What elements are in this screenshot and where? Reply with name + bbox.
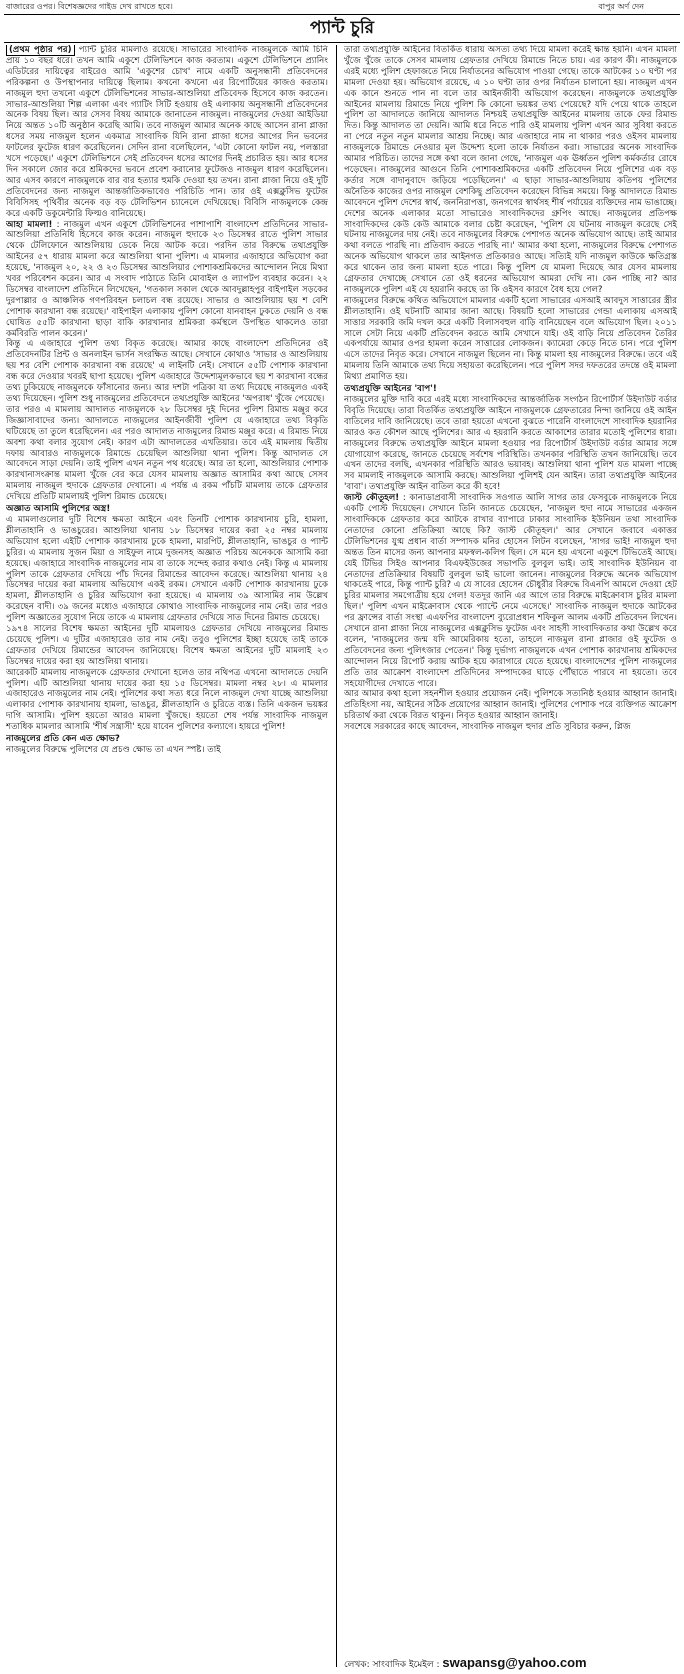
section-heading: অজ্ঞাত আসামি পুলিশের অস্ত্র!: [6, 504, 111, 515]
author-footer: [344, 1655, 677, 1671]
paragraph: [344, 493, 677, 689]
paragraph: সবশেষে সরকারের কাছে আবেদন, সাংবাদিক নাজমুল হুদার প্রতি সুবিচার করুন, প্লিজ: [344, 722, 631, 733]
section-heading: আহা মামলা!: [6, 219, 53, 230]
paragraph: আরেকটি মামলায় নাজমুলকে গ্রেফতার দেখানো হলেও তার নথিপত্র এখনো আদালতে দেয়নি পুলিশ। এটি আশুলিয়া থানায় দায়ের করা হয় ১৫ ডিসেম্বর। মামলা নম্বর ২৮। এ মামলার এজাহারেও নাজমুলের নাম নেই। পুলিশের কথা সত্য ধরে নিলে নাজমুল দেখা যাচ্ছে আশুলিয়া এলাকার পোশাক কারখানায় হামলা, ভাঙচুর, শ্লীলতাহানি ও চুরিতে ব্যস্ত। তিনি একজন ভয়ঙ্কর দাগি আসামি। পুলিশ হয়তো আরও মামলা খুঁজছে। হয়তো শেষ পর্যন্ত সাংবাদিক নাজমুল শতাধিক মামলার আসামি 'শীর্ষ সন্ত্রাসী' হয়ে যাবেন পুলিশের কল্যাণে। হায়রে পুলিশ!: [6, 667, 328, 733]
paragraph-text: : নাজমুল এখন একুশে টেলিভিশনের পাশাপাশি বাংলাদেশ প্রতিদিনের সাভার-আশুলিয়া প্রতিনিধি হিসেবে কাজ করেন। নাজমুল হুদাকে ২৩ ডিসেম্বর রাতে পুলিশ সাভার থেকে টেলিফোনে আশুলিয়ায় ডেকে নিয়ে আটক করে। পরদিন তার বিরুদ্ধে তথ্যপ্রযুক্তি আইনের ৫৭ ধারায় মামলা করে আশুলিয়া থানা পুলিশ। এ মামলার এজাহারে অভিযোগ করা হয়েছে, 'নাজমুল ২০, ২২ ও ২৩ ডিসেম্বর আশুলিয়ার পোশাকশ্রমিকদের আন্দোলন নিয়ে মিথ্যা খবর পরিবেশন করেন। আর এ সংবাদ পাঠাতে তিনি মোবাইল ও ল্যাপটপ ব্যবহার করেন। ২২ ডিসেম্বর বাংলাদেশ প্রতিদিনে লিখেছেন, 'গতকাল সকাল থেকে আবদুল্লাহপুর বাইপাইল সড়কের দুরপাল্লার ও আঞ্চলিক গণপরিবহন চলাচল বন্ধ রয়েছে। সাভার ও আশুলিয়ায় ছয় শ বেশি পোশাক কারখানা বন্ধ রয়েছে।' বাইপাইল এলাকায় পুলিশ কোনো যানবাহন ঢুকতে দেয়নি ও বন্ধ ঘোষিত ৫৫টি কারখানা ছাড়া বাকি কারখানার শ্রমিকরা কর্মস্থলে উপস্থিত থাকলেও তারা কর্মবিরতি পালন করেন।': [6, 219, 328, 339]
paragraph-text: : কানাডাপ্রবাসী সাংবাদিক সওগাত আলি সাগর তার ফেসবুকে নাজমুলকে নিয়ে একটি পোস্ট দিয়েছেন। সেখানে তিনি জানতে চেয়েছেন, 'নাজমুল হুদা নামে সাভারের একজন সাংবাদিককে গ্রেফতার করে আটকে রাখার ব্যাপারে ঢাকার সাংবাদিক ইউনিয়ন তথা সাংবাদিক নেতাদের কোনো প্রতিক্রিয়া আছে কি? জাস্ট কৌতূহল।' আর সেখানে জবাবে একাত্তর টেলিভিশনের যুগ্ম প্রধান বার্তা সম্পাদক মনির হোসেন লিটন বলেছেন, 'সাগর ভাই! নাজমুল হুদা অন্তত তিন মাসের জন্য আপনার মফস্বল-কলিগ ছিল। সে মনে হয় এখনো একুশে টিভিতেই আছে। যেই টিভির সিইও আপনার বিএফইউজের সভাপতি বুলবুল ভাই। তাই সাংবাদিক ইউনিয়ন বা নেতাদের প্রতিক্রিয়ার বিষয়টি বুলবুল ভাই ভালো জানেন। নাজমুলের বিরুদ্ধে অনেক অভিযোগ থাকতেই পারে, কিন্তু প্যান্ট চুরি? এ যে সাবের হোসেন চৌধুরীর বিরুদ্ধে বিএনপি আমলে দেওয়া হেট চুরির মামলার সমগোত্রীয় হয়ে গেল! যতদূর জানি এর আগে তার বিরুদ্ধে মাইক্রোবাস চুরির মামলা ছিল।' পুলিশ এখন মাইক্রোবাস থেকে প্যান্টে নেমে এসেছে।' সাংবাদিক নাজমুল হুদাকে আটকের পর ফ্রান্সের বার্তা সংস্থা এএফপির বাংলাদেশ ব্যুরোপ্রধান শফিকুল আলম একটি প্রতিবেদন লিখেন। সেখানে রানা প্লাজা নিয়ে নাজমুলের এক্সক্লুসিভ ফুটেজ এবং সাহসী সাংবাদিকতার কথা উল্লেখ করে বলেন, 'নাজমুলের জন্ম যদি আমেরিকায় হতো, তাহলে নাজমুল রানা প্লাজার ওই ফুটেজ ও প্রতিবেদনের জন্য পুলিৎজার পেতেন।' কিন্তু দুর্ভাগ্য নাজমুলকে এখন পোশাক কারখানায় শ্রমিকদের আন্দোলন নিয়ে রিপোর্ট করায় আটক হয়ে কারাগারে যেতে হয়েছে। বাংলাদেশের পুলিশ নাজমুলের প্রতি তার আক্রোশ বাংলাদেশ প্রতিদিনের সম্পাদকের ঘাড়ে পৌঁছাতে পারবে না হয়তো। তবে সহযোগীদের দেখাতে পারে।: [344, 493, 677, 689]
paragraph: তারা তথ্যপ্রযুক্তি আইনের বিতর্কিত ধারায় অসত্য তথ্য দিয়ে মামলা করেই ক্ষান্ত হয়নি। এখন মামলা খুঁজে খুঁজে তাকে সেসব মামলায় গ্রেফতার দেখিয়ে রিমান্ডে নিতে চায়। এর কারণ কী। নাজমুলকে এরই মধ্যে পুলিশ হেফাজতে নিয়ে নির্যাতনের অভিযোগ পাওয়া গেছে। তাকে আটকের ১০ ঘণ্টা পর মামলা দেওয়া হয়। অভিযোগ রয়েছে, এ ১০ ঘণ্টা তার ওপর নির্যাতন চালানো হয়। নাজমুল এখন এক কানে শুনতে পান না বলে তার আইনজীবী অভিযোগ করেছেন। নাজমুলকে তথ্যপ্রযুক্তি আইনের মামলায় রিমান্ডে নিয়ে পুলিশ কি কোনো ভয়ঙ্কর তথ্য পেয়েছে? যদি পেয়ে থাকে তাহলে পুলিশ তা আদালতে জানিয়ে আদালত নিশ্চয়ই তথ্যপ্রযুক্তি আইনের মামলায় তাকে ফের রিমান্ড দিত। কিন্তু আদালত তা দেয়নি। আমি ধরে নিতে পারি ওই মামলায় পুলিশ এখন আর সুবিধা করতে না পেরে নতুন নতুন মামলার আশ্রয় নিচ্ছে। আর এজাহারে নাম না থাকার পরও ওইসব মামলায় নাজমুলকে রিমান্ডে নেওয়ার মূল উদ্দেশ্য হলো তাকে নির্যাতন করা। সাভারের অনেক সাংবাদিক আমার পরিচিত। তাদের সঙ্গে কথা বলে জানা গেছে, 'নাজমুল এক ঊর্ধ্বতন পুলিশ কর্মকর্তার রোষে পড়েছেন। নাজমুলের আগুনে তিনি পোশাকশ্রমিকদের একটি প্রতিবেদন নিয়ে পুলিশের এক বড় কর্তার সঙ্গে বাদানুবাদে জড়িয়ে পড়েছিলেন।' এ ছাড়া সাভার-আশুলিয়ায় কতিপয় পুলিশের অনৈতিক কাজের ওপর নাজমুল বেশকিছু প্রতিবেদন করেছেন বিভিন্ন সময়ে। কিন্তু আদালতে রিমান্ড আবেদনে পুলিশ দেশের স্বার্থ, জননিরাপত্তা, জনগণের স্বার্থসহ শীর্ষ পর্যায়ের ব্যক্তিদের নাম ভাঙাচ্ছে। দেশের অনেক এলাকার মতো সাভারেও সাংবাদিকদের গ্রুপিং আছে। নাজমুলের প্রতিপক্ষ সাংবাদিকদের কেউ কেউ আমাকে বলার চেষ্টা করেছেন, 'পুলিশ যে ঘটনায় নাজমুল করেছে সেই ঘটনায় নাজমুলের দায় নেই। তবে নাজমুলের বিরুদ্ধে পেশাগত অনেক অভিযোগ আছে। তাই আমার কথা বলতে পারছি না। প্রতিবাদ করতে পারছি না।' আমার কথা হলো, নাজমুলের বিরুদ্ধে পেশাগত অনেক অভিযোগ থাকলে তার আইনগত প্রতিকারও আছে। সত্যিই যদি নাজমুল কাউকে ক্ষতিগ্রস্ত করে থাকেন তার জন্য মামলা হতে পারে। কিন্তু পুলিশ যে মামলা দিয়েছে আর যেসব মামলায় গ্রেফতার দেখাচ্ছে সেখানে তো ওই ধরনের অভিযোগ আমরা দেখি না। কেন পাচ্ছি না? আর নাজমুলকে পুলিশ এই যে হয়রানি করছে তা কি ওইসব কারণে বৈধ হয়ে গেল?: [344, 45, 677, 295]
paragraph: তার পরও এ মামলায় আদালত নাজমুলকে ২৮ ডিসেম্বর দুই দিনের পুলিশ রিমান্ড মঞ্জুর করে জিজ্ঞাসাবাদের জন্য। আদালতে নাজমুলের আইনজীবী পুলিশ যে এজাহারে তথ্য বিকৃতি ঘটিয়েছে তা তুলে ধরেছিলেন। এর পরও আদালত নাজমুলের রিমান্ড মঞ্জুর করে। এ রিমান্ড নিয়ে অবশ্য কথা বলার সুযোগ নেই। কারণ এটা আদালতের এখতিয়ার। তবে এই মামলায় দ্বিতীয় দফায় আবারও নাজমুলকে রিমান্ডে চেয়েছিল আশুলিয়া থানা পুলিশ। কিন্তু আদালত সে আবেদনে সাড়া দেয়নি। তাই পুলিশ এখন নতুন পথ ধরেছে। আর তা হলো, আশুলিয়ার পোশাক কারখানাসংক্রান্ত মামলা খুঁজে বের করে যেসব মামলায় অজ্ঞাত আসামির কথা আছে সেসব মামলায় নাজমুল হুদাকে গ্রেফতার দেখানো। এ পর্যন্ত এ রকম পাঁচটি মামলায় তাকে গ্রেফতার দেখিয়ে প্রতিটি মামলায়ই পুলিশ রিমান্ড চেয়েছে।: [6, 404, 328, 503]
author-label: লেখক: সাংবাদিক ইমেইল :: [344, 1660, 440, 1670]
continued-from-marker: (প্রথম পৃষ্ঠার পর): [6, 45, 75, 56]
left-column: [6, 45, 328, 1653]
paragraph: কিন্তু এ এজাহারে পুলিশ তথ্য বিকৃত করেছে। আমার কাছে বাংলাদেশ প্রতিদিনের ওই প্রতিবেদনটির প্রিন্ট ও অনলাইন ভার্সন সংরক্ষিত আছে। সেখানে কোথাও 'সাভার ও আশুলিয়ায় ছয় শর বেশি পোশাক কারখানা বন্ধ রয়েছে' এ লাইনটি নেই। সেখানে ৫৫টি পোশাক কারখানা বন্ধ করে দেওয়ার খবরই ছাপা হয়েছে। পুলিশ এজাহারে উদ্দেশ্যমূলকভাবে ছয় শ কারখানা বন্ধের তথ্য ঢুকিয়েছে নাজমুলকে ফাঁসানোর জন্য। আর দশটা পত্রিকা যা তথ্য দিয়েছে নাজমুলও একই তথ্য দিয়েছেন। পুলিশ শুধু নাজমুলের প্রতিবেদনে তথ্যপ্রযুক্তি আইনের 'অপরাধ' খুঁজে পেয়েছে।: [6, 339, 328, 404]
section-heading: জাস্ট কৌতূহল!: [344, 493, 400, 504]
paragraph: আর আমার কথা হলো সহনশীল হওয়ার প্রয়োজন নেই। পুলিশকে সত্যনিষ্ঠ হওয়ার আহ্বান জানাই। প্রতিহিংসা নয়, আইনের সঠিক প্রয়োগের আহ্বান জানাই। পুলিশের পোশাক পরে ব্যক্তিগত আক্রোশ চরিতার্থ করা থেকে বিরত থাকুন। নিবৃত হওয়ার আহ্বান জানাই।: [344, 689, 677, 722]
right-column: [344, 45, 677, 1653]
paragraph: ১৯৭৪ সালের বিশেষ ক্ষমতা আইনের দুটি মামলায়ও গ্রেফতার দেখিয়ে নাজমুলের রিমান্ড চেয়েছে পুলিশ। এ দুটির এজাহারেও তার নাম নেই। তবুও পুলিশের ইচ্ছা হয়েছে তাই তাকে গ্রেফতার দেখিয়ে রিমান্ডের আবেদন জানিয়েছে। বিশেষ ক্ষমতা আইনের দুটি মামলাই ২৩ ডিসেম্বর দায়ের করা হয় আশুলিয়া থানায়।: [6, 624, 328, 667]
section-heading: নাজমুলের প্রতি কেন এত ক্ষোভ?: [6, 734, 120, 745]
paragraph: নাজমুলের মুক্তি দাবি করে এরই মধ্যে সাংবাদিকদের আন্তর্জাতিক সংগঠন রিপোর্টার্স উইদাউট বর্ডার বিবৃতি দিয়েছে। তারা বিতর্কিত তথ্যপ্রযুক্তি আইনে নাজমুলকে গ্রেফতারের নিন্দা জানিয়ে ওই আইন বাতিলের দাবি জানিয়েছে। তবে তারা হয়তো এখনো বুঝতে পারেনি বাংলাদেশে সাংবাদিক হয়রানির আরও কত কৌশল আছে পুলিশের। আর এ হয়রানি করতে আকাশের তারার মতোই পুলিশের ধারা। নাজমুলের বিরুদ্ধে তথ্যপ্রযুক্তি আইনে মামলা হওয়ার পর রিপোর্টার্স উইদাউট বর্ডার আমার সঙ্গে যোগাযোগ করেছে, জানতে চেয়েছে সর্বশেষ পরিস্থিতি। তখনকার পরিস্থিতি তখন জানিয়েছি। তবে এখন তাদের বলছি, এখনকার পরিস্থিতি আরও ভয়াবহ। আশুলিয়া থানা পুলিশ যত মামলা পাচ্ছে সব মামলাই নাজমুলকে আসামি করছে। আশুলিয়া পুলিশই যেন আইন। তারা তথ্যপ্রযুক্তি আইনের 'বাবা'। তথ্যপ্রযুক্তি আইন বাতিল করে কী হবে!: [344, 395, 677, 493]
author-email[interactable]: swapansg@yahoo.com: [442, 1655, 587, 1670]
title-rule: [4, 42, 680, 43]
paragraph: নাজমুলের বিরুদ্ধে কথিত অভিযোগে মামলার একটি হলো সাভারের এসআই আবদুস সাত্তারের স্ত্রীর শ্লীলতাহানি। ওই ঘটনাটি আমার জানা আছে। বিষয়টি হলো সাভারের গেন্ডা এলাকায় এসআই সাত্তার সরকারি জমি দখল করে একটি বিলাসবহুল বাড়ি বানিয়েছেন বলে অভিযোগ ছিল। ২০১১ সালে সেটা নিয়ে একটি প্রতিবেদন করতে আমি সেখানে যাই। ওই বাড়ি নিয়ে প্রতিবেদন তৈরির একপর্যায়ে আমার ওপর হামলা করেন সাত্তারের লোকজন। ক্যামেরা কেড়ে নিতে চান। পরে পুলিশ এসে তাদের নিবৃত করে। সেখানে নাজমুল ছিলেন না। কিন্তু মামলা হয় নাজমুলের বিরুদ্ধে। তবে এই মামলায় তিনি আমাকে তথ্য দিয়ে সহায়তা করেছিলেন। পরে পুলিশ সদর দফতরের তদন্তে ওই মামলা মিথ্যা প্রমাণিত হয়।: [344, 295, 677, 383]
top-strip-right-text: বাপুর অর্ণ দেন: [598, 2, 644, 11]
top-strip-left-text: বাজারের ওপর। বিশেষজ্ঞদের গাইড দেখ রাখতে হবে।: [6, 2, 173, 11]
article-title: প্যান্ট চুরি: [309, 18, 375, 38]
paragraph-text: প্যান্ট চুরির মামলাও রয়েছে। সাভারের সাংবাদিক নাজমুলকে আমি চিনি প্রায় ১০ বছর ধরে। তখন আমি একুশে টেলিভিশনে কাজ করতাম। একুশে টেলিভিশনে প্র্যানিং এডিটরের দায়িত্বের বাইরেও আমি 'একুশের চোখ' নামে একটি অনুসন্ধানী প্রতিবেদনের পরিকল্পনা ও উপস্থাপনার দায়িত্বে ছিলাম। কখনো কখনো এর রিপোর্টিয়ের কাজও করতাম। নাজমুল হুদা তখনো একুশে টেলিভিশনের সাভার-আশুলিয়া প্রতিবেদক হিসেবে কাজ করতেন। সাভার-আশুলিয়া শিল্প এলাকা এবং গ্যাটিং সিটি হওয়ায় ওই এলাকায় অনুসন্ধানী প্রতিবেদনের অনেক বিষয় ছিল। আর সেসব বিষয় আমাকে জানাতেন নাজমুল। নাজমুলের দেওয়া আইডিয়া নিয়ে অন্তত ১০টি অনুষ্ঠান করেছি আমি। তবে নাজমুল আমার অনেক কাছে আসেন রানা প্লাজা ধসের সময় নাজমুল হলেন একমাত্র সাংবাদিক যিনি রানা প্লাজা ধসের আগের দিন ভবনের ফাটলের ফুটেজ ধারণ করেছিলেন। সেদিন রানা বলেছিলেন, 'এটা কোনো ফাটল নয়, পলস্তারা খসে পড়েছে।' একুশে টেলিভিশনে সেই প্রতিবেদন ধসের আগের দিনই প্রচারিত হয়। আর ধসের দিন সকালে জোর করে শ্রমিকদের ভবনে প্রবেশ করানোর ফুটেজও নাজমুল ধারণ করেছিলেন। আর এসব কারণে নাজমুলকে বার বার হত্যার হুমকি দেওয়া হয় তখন। রানা প্লাজা নিয়ে ওই দুটি প্রতিবেদনের জন্য নাজমুল আন্তর্জাতিকভাবেও পরিচিতি পান। তার ওই এক্সক্লুসিভ ফুটেজ বিবিসিসহ পৃথিবীর অনেক বড় বড় টেলিভিশন চ্যানেলে দেখিয়েছে। বিবিসি নাজমুলকে কেন্দ্র করে একটি ডকুমেন্টারি ফিল্মও বানিয়েছে।: [6, 45, 328, 219]
paragraph: [6, 45, 328, 220]
section-heading: তথ্যপ্রযুক্তি আইনের 'বাপ'!: [344, 384, 437, 395]
paragraph: নাজমুলের বিরুদ্ধে পুলিশের যে প্রচণ্ড ক্ষোভ তা এখন স্পষ্ট। তাই: [6, 745, 221, 755]
paragraph: এ মামলাগুলোর দুটি বিশেষ ক্ষমতা আইনে এবং তিনটি পোশাক কারখানায় চুরি, হামলা, শ্লীলতাহানি ও ভাঙচুরের। আশুলিয়া থানায় ১৮ ডিসেম্বর দায়ের করা ২৫ নম্বর মামলায় অভিযোগ হলো এইটি পোশাক কারখানায় ঢুকে হামলা, মারপিট, শ্লীলতাহানি, ভাঙচুর ও প্যান্ট চুরির। এ মামলায় সুজন মিয়া ও সাইফুল নামে দুজনসহ অজ্ঞাত পরিচয় অনেককে আসামি করা হয়েছে। এজাহারে সাংবাদিক নাজমুলের নাম বা তাকে সন্দেহ করার কথাও নেই। কিন্তু এ মামলায় পুলিশ তাকে গ্রেফতার দেখিয়ে পাঁচ দিনের রিমান্ডের আবেদন করেছে। আশুলিয়া থানায় ২৪ ডিসেম্বর দায়ের করা মামলায় অভিযোগ একই রকম। সেখানে একটি পোশাক কারখানায় ঢুকে হামলা, শ্লীলতাহানি ও চুরির অভিযোগ করা হয়েছে। এ মামলায় ৩৯ আসামির নাম উল্লেখ করেছেন বাদী। ৩৯ জনের মধ্যেও এজাহারে কোথাও সাংবাদিক নাজমুলের নাম নেই। তার পরও পুলিশ অজ্ঞাতের সুযোগ নিয়ে তাকে এ মামলায় গ্রেফতার দেখিয়ে সাত দিনের রিমান্ড চেয়েছে।: [6, 514, 328, 624]
paragraph: [6, 220, 328, 340]
top-strip: [0, 0, 684, 14]
column-divider: [336, 45, 337, 1667]
